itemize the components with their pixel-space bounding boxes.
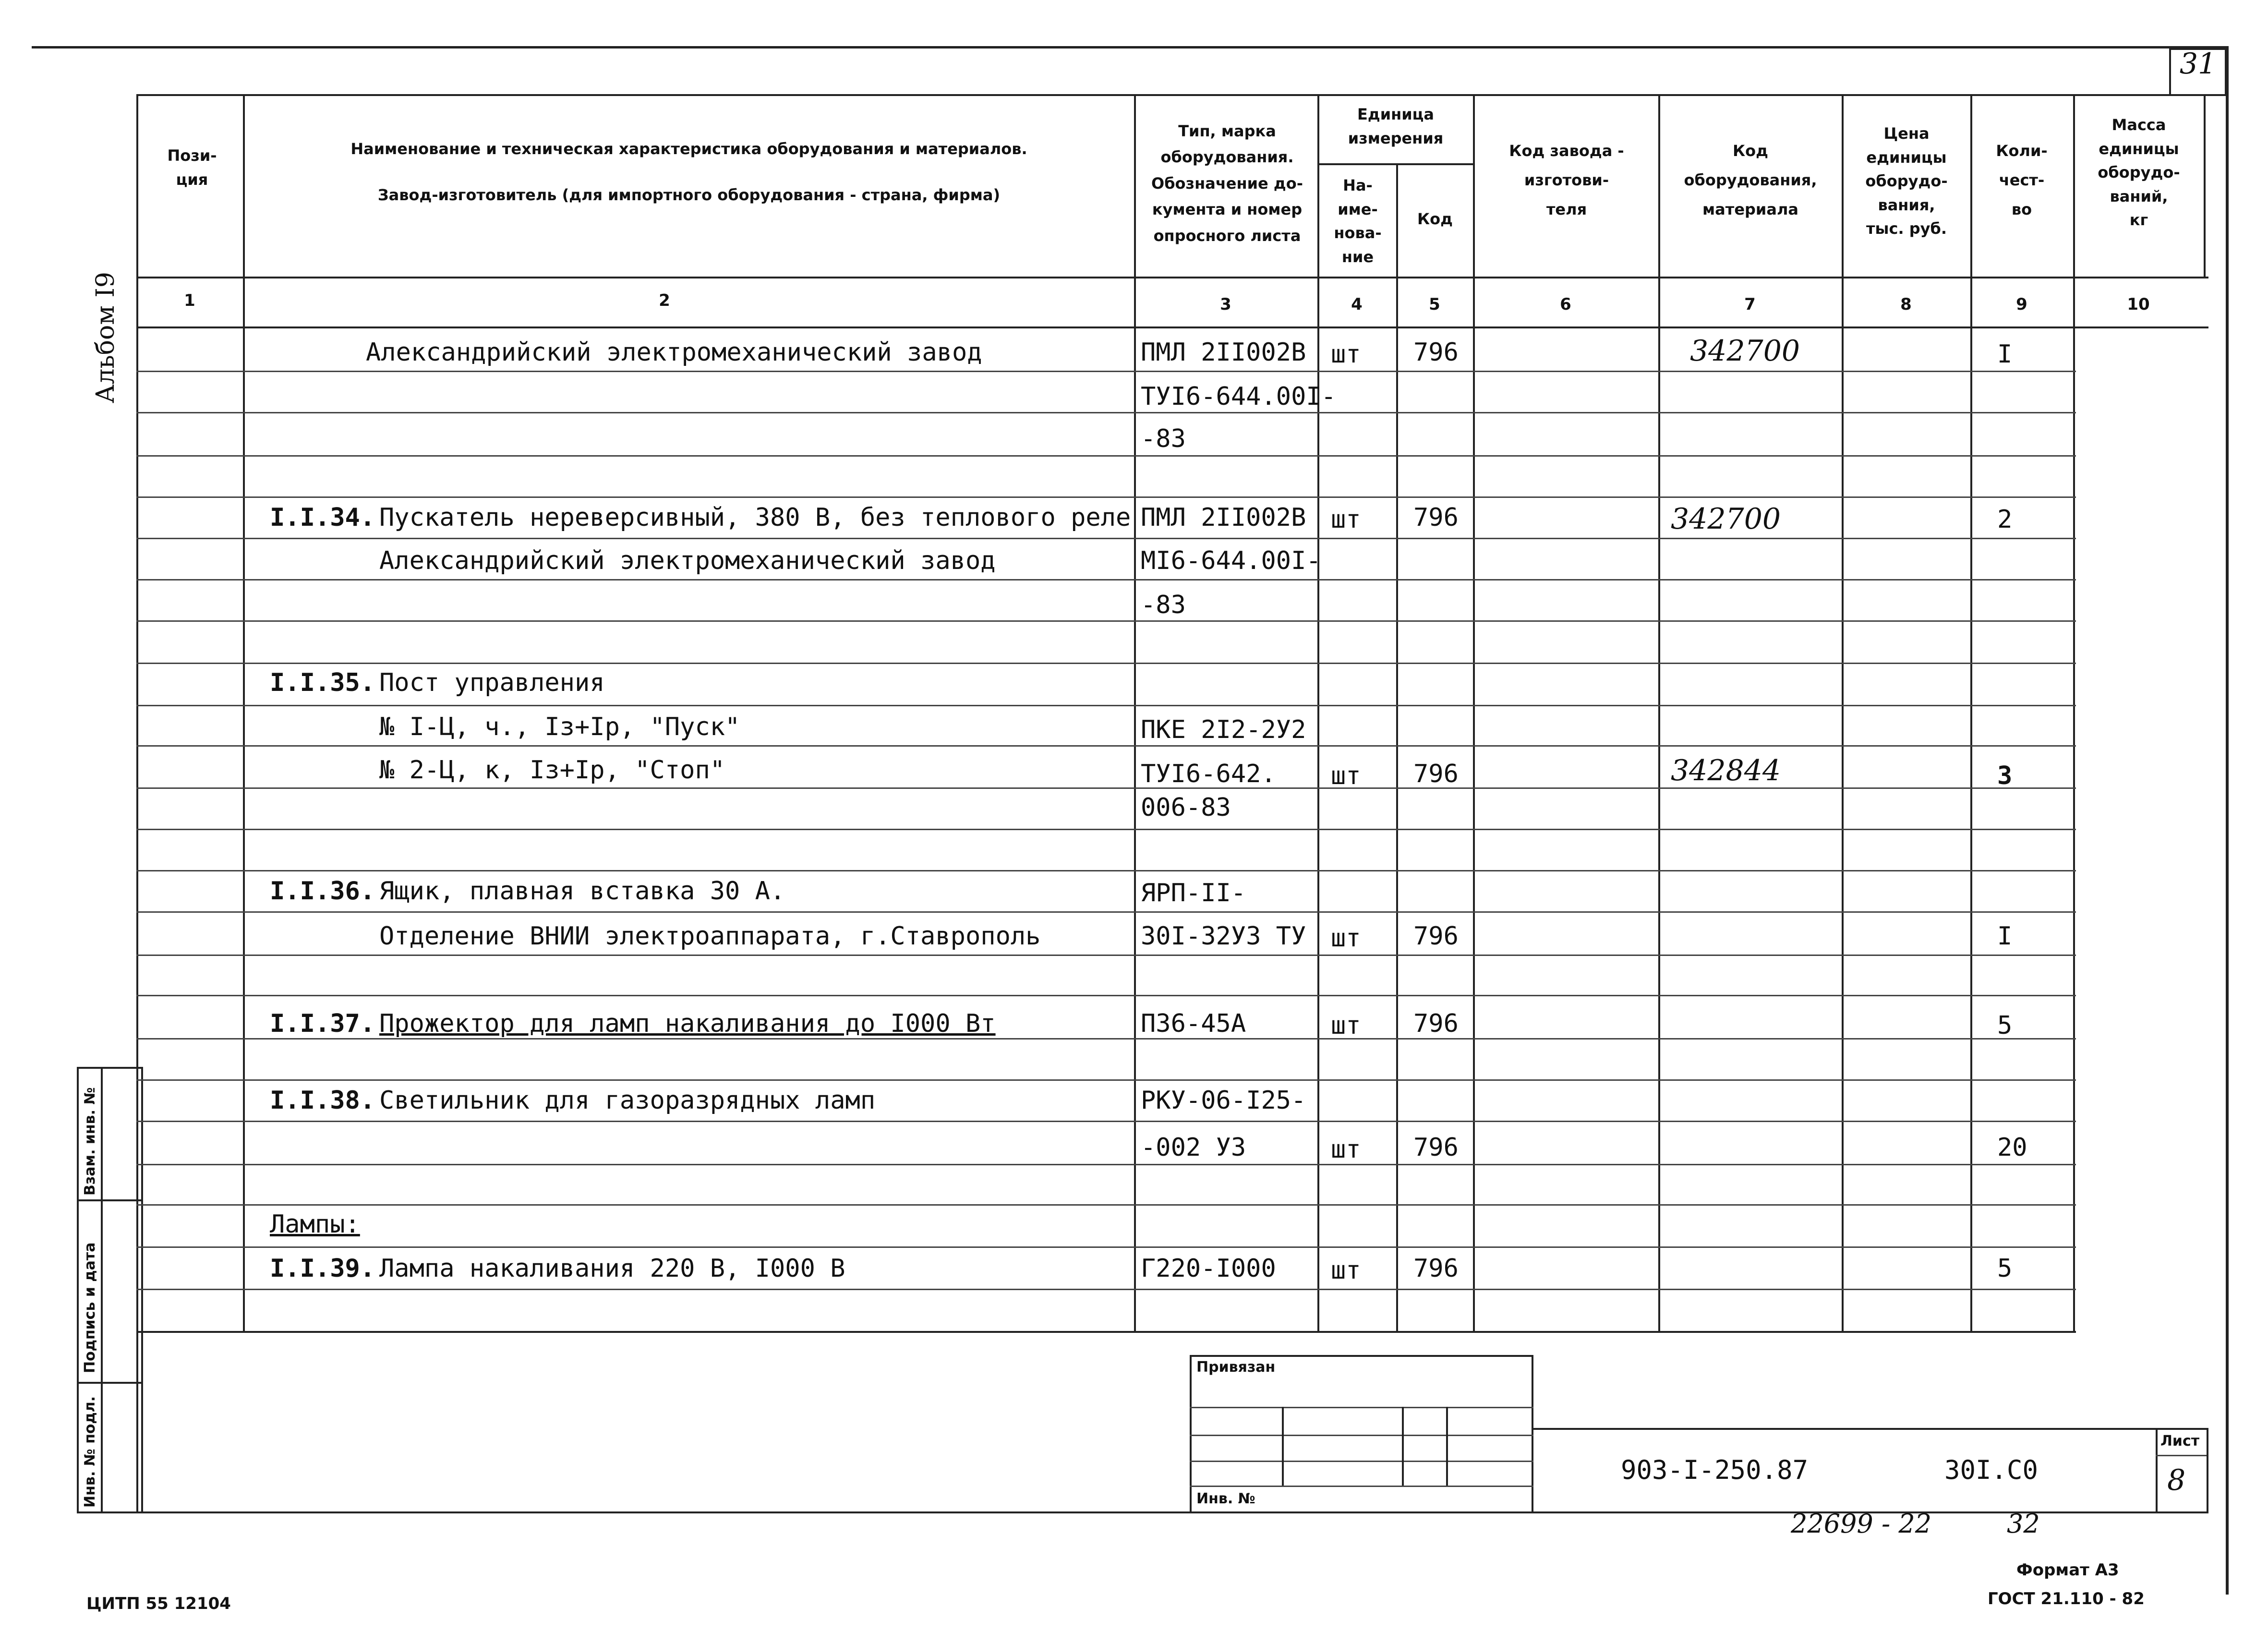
table-row-name: Светильник для газоразрядных ламп	[379, 1086, 876, 1115]
footer-format: Формат А3	[2016, 1560, 2119, 1580]
order-number: 22699 - 22	[1791, 1509, 1932, 1539]
sheet-top-number: 31	[2179, 47, 2217, 81]
table-row-unit-code: 796	[1413, 338, 1459, 367]
header-unit-mass: Масса единицы оборудо- ваний, кг	[2098, 116, 2180, 230]
table-row-type: РКУ-06-I25-	[1141, 1086, 1306, 1115]
stamp-privyazan: Привязан	[1196, 1359, 1276, 1376]
table-row-type: ЯРП-II-	[1141, 879, 1246, 907]
table-row-name: Пост управления	[379, 668, 605, 697]
table-row-unit: шт	[1331, 1135, 1361, 1164]
table-row-unit: шт	[1331, 505, 1361, 534]
table-row-quantity: 5	[1997, 1011, 2013, 1040]
column-number: 6	[1560, 295, 1571, 314]
table-row-name: Пускатель нереверсивный, 380 В, без теплового реле	[379, 503, 1131, 532]
table-row-quantity: 5	[1997, 1254, 2013, 1283]
page-number: 32	[2007, 1509, 2040, 1539]
table-row-type: Г220-I000	[1141, 1254, 1276, 1283]
table-row-type: ПКЕ 2I2-2У2	[1141, 715, 1306, 744]
column-number: 10	[2127, 295, 2150, 314]
column-number: 8	[1900, 295, 1912, 314]
footer-citp: ЦИТП 55 12104	[86, 1594, 231, 1613]
header-quantity: Коли- чест- во	[1996, 142, 2048, 218]
table-row-quantity: 2	[1997, 505, 2013, 534]
table-row-name: № 2-Ц, к, Iз+Iр, "Стоп"	[379, 756, 725, 785]
table-row-unit-code: 796	[1413, 1009, 1459, 1038]
table-row-type: ТУI6-644.00I-	[1141, 382, 1336, 411]
table-row-type: 006-83	[1141, 793, 1231, 822]
stamp-doc-code: 903-I-250.87	[1621, 1455, 1809, 1485]
table-row-equipment-code: 342700	[1671, 502, 1781, 536]
table-row-name: Прожектор для ламп накаливания до I000 Вт	[379, 1009, 996, 1038]
column-number: 7	[1744, 295, 1756, 314]
table-row-type: МI6-644.00I-	[1141, 546, 1321, 575]
table-row-unit: шт	[1331, 924, 1361, 953]
table-row-unit: шт	[1331, 1256, 1361, 1285]
album-label: Альбом I9	[91, 272, 120, 403]
table-row-name: Александрийский электромеханический завод	[366, 338, 982, 367]
table-row-type: П36-45А	[1141, 1009, 1246, 1038]
header-unit-group: Единица измерения	[1348, 105, 1444, 147]
table-row-position: I.I.38.	[270, 1086, 375, 1115]
table-row-quantity: I	[1997, 922, 2013, 951]
table-row-unit: шт	[1331, 762, 1361, 790]
table-row-unit-code: 796	[1413, 760, 1459, 788]
table-row-name: Александрийский электромеханический завод	[379, 546, 996, 575]
table-row-type: ТУI6-642.	[1141, 760, 1276, 788]
stamp-sheet-number: 8	[2167, 1463, 2186, 1497]
table-row-position: I.I.36.	[270, 877, 375, 906]
table-row-unit-code: 796	[1413, 922, 1459, 951]
header-unit-code: Код	[1417, 210, 1453, 228]
column-number: 5	[1429, 295, 1440, 314]
table-row-type: ПМЛ 2II002В	[1141, 338, 1306, 367]
table-row-type: -83	[1141, 424, 1186, 453]
header-name-line1: Наименование и техническая характеристика оборудования и материалов.	[350, 140, 1027, 158]
table-row-type: -83	[1141, 591, 1186, 619]
table-row-unit: шт	[1331, 1011, 1361, 1040]
header-type: Тип, марка оборудования. Обозначение до- кумента и номер опросного листа	[1151, 122, 1303, 245]
header-factory-code: Код завода - изготови- теля	[1509, 142, 1624, 218]
table-row-name: Ящик, плавная вставка 30 А.	[379, 877, 785, 906]
footer-gost: ГОСТ 21.110 - 82	[1988, 1589, 2145, 1608]
table-row-type: 30I-32У3 ТУ	[1141, 922, 1306, 951]
table-row-unit-code: 796	[1413, 503, 1459, 532]
side-signature-date: Подпись и дата	[82, 1242, 98, 1373]
table-row-quantity: I	[1997, 340, 2013, 369]
table-row-name: Лампы:	[270, 1210, 360, 1239]
column-number: 2	[659, 291, 670, 310]
table-row-name: Лампа накаливания 220 В, I000 В	[379, 1254, 845, 1283]
column-number: 1	[184, 291, 195, 310]
table-row-position: I.I.34.	[270, 503, 375, 532]
header-unit-name: На- име- нова- ние	[1334, 176, 1382, 266]
table-row-equipment-code: 342700	[1690, 334, 1800, 368]
table-row-unit-code: 796	[1413, 1133, 1459, 1162]
table-row-unit-code: 796	[1413, 1254, 1459, 1283]
table-row-position: I.I.35.	[270, 668, 375, 697]
table-row-type: ПМЛ 2II002В	[1141, 503, 1306, 532]
header-unit-price: Цена единицы оборудо- вания, тыс. руб.	[1865, 124, 1948, 238]
stamp-sheet-label: Лист	[2160, 1433, 2200, 1450]
column-number: 9	[2016, 295, 2027, 314]
table-row-name: № I-Ц, ч., Iз+Iр, "Пуск"	[379, 713, 740, 741]
table-row-type: -002 У3	[1141, 1133, 1246, 1162]
table-row-unit: шт	[1331, 340, 1361, 369]
table-row-quantity: 3	[1997, 762, 2013, 790]
table-row-quantity: 20	[1997, 1133, 2027, 1162]
header-name-line2: Завод-изготовитель (для импортного оборудования - страна, фирма)	[377, 186, 1001, 204]
stamp-section: 30I.C0	[1944, 1455, 2039, 1485]
table-row-equipment-code: 342844	[1671, 754, 1781, 787]
side-inv-podl: Инв. № подл.	[82, 1396, 98, 1508]
table-row-position: I.I.37.	[270, 1009, 375, 1038]
header-position: Пози- ция	[167, 146, 217, 189]
header-equipment-code: Код оборудования, материала	[1684, 142, 1817, 218]
table-row-name: Отделение ВНИИ электроаппарата, г.Ставрополь	[379, 922, 1041, 951]
column-number: 4	[1351, 295, 1363, 314]
stamp-inv-no: Инв. №	[1196, 1490, 1255, 1507]
table-row-position: I.I.39.	[270, 1254, 375, 1283]
column-number: 3	[1220, 295, 1231, 314]
side-inv-original: Взам. инв. №	[82, 1087, 98, 1196]
